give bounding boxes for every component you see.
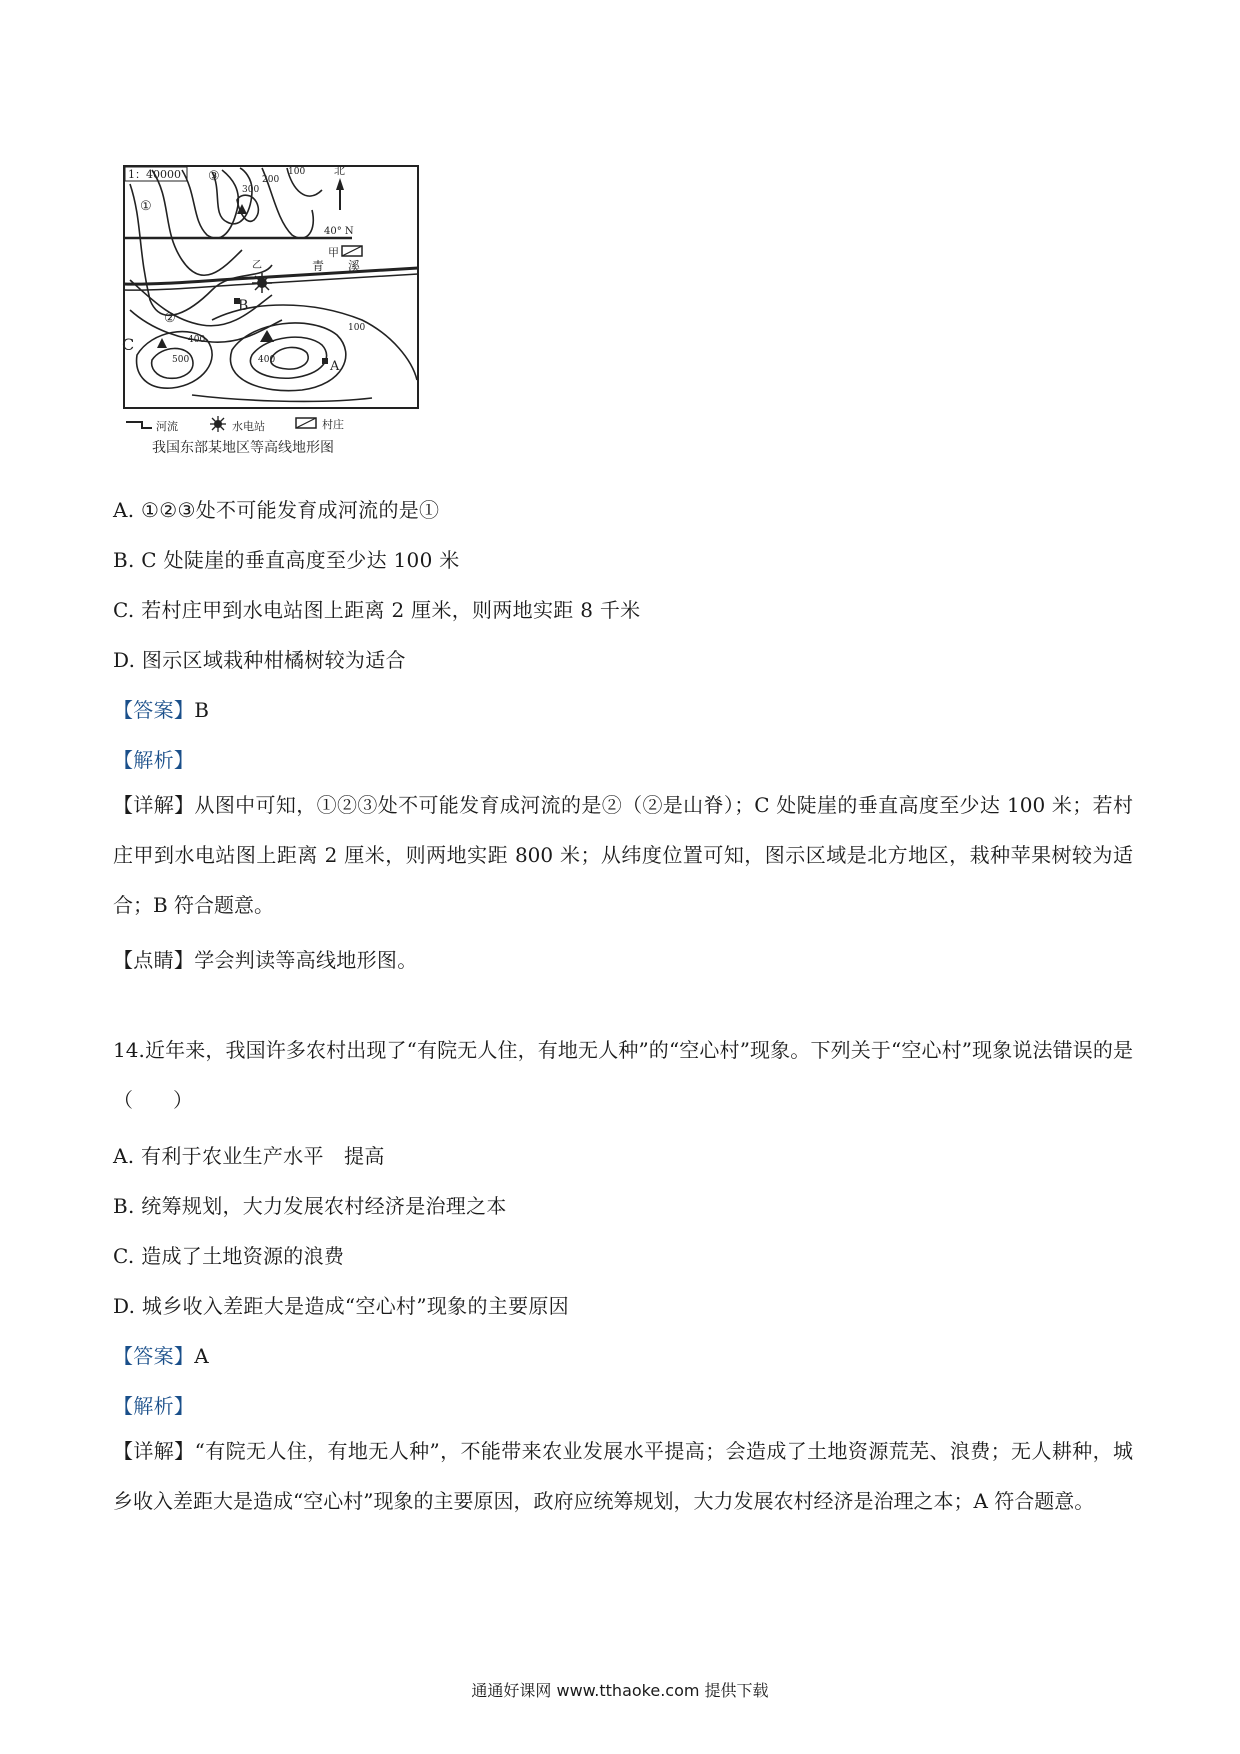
topographic-map-svg — [112, 160, 432, 460]
contour-label-100-right: 100 — [348, 323, 366, 333]
station-legend-icon — [210, 416, 226, 432]
q13-tip-label: 【点睛】 — [113, 948, 195, 972]
marker-1-label: ① — [140, 199, 152, 214]
village-label: 甲 — [328, 246, 339, 259]
q13-option-c: C. 若村庄甲到水电站图上距离 2 厘米，则两地实距 8 千米 — [113, 598, 641, 622]
q14-option-c: C. 造成了土地资源的浪费 — [113, 1244, 345, 1268]
q13-detail — [113, 780, 1133, 930]
point-c-label: C — [122, 335, 135, 354]
legend-station-label: 水电站 — [232, 420, 265, 433]
q14-detail-text: “有院无人住，有地无人种”，不能带来农业发展水平提高；会造成了土地资源荒芜、浪费；无人耕种，城乡收入差距大是造成“空心村”现象的主要原因，政府应统筹规划，大力发展农村经济是治理之本；A 符合题意。 — [113, 1439, 1134, 1513]
map-caption: 我国东部某地区等高线地形图 — [152, 440, 334, 456]
river-name-1: 青 — [312, 259, 325, 273]
map-legend — [126, 416, 344, 433]
marker-3-label: ③ — [208, 169, 220, 184]
contour-label-200: 200 — [262, 175, 280, 185]
q13-tip-text: 学会判读等高线地形图。 — [194, 948, 418, 972]
legend-river-label: 河流 — [156, 420, 178, 433]
north-label: 北 — [334, 164, 345, 177]
q14-detail — [113, 1426, 1133, 1526]
contour-lines — [130, 168, 417, 401]
q13-answer-label: 【答案】 — [113, 698, 195, 722]
q14-detail-label: 【详解】 — [113, 1439, 195, 1463]
q13-option-b: B. C 处陡崖的垂直高度至少达 100 米 — [113, 548, 460, 572]
contour-label-500: 500 — [172, 355, 190, 365]
contour-label-300: 300 — [242, 185, 260, 195]
contour-label-400-left: 400 — [188, 335, 206, 345]
latitude-label: 40° N — [324, 226, 354, 237]
point-yi-label: 乙 — [252, 260, 262, 271]
q13-analysis — [113, 744, 194, 773]
q14-answer-label: 【答案】 — [113, 1344, 195, 1368]
q13-analysis-label: 【解析】 — [113, 748, 195, 772]
point-b-label: B — [238, 298, 249, 314]
q14-analysis-label: 【解析】 — [113, 1394, 195, 1418]
topographic-map — [112, 160, 432, 460]
marker-2-label: ② — [164, 311, 176, 326]
river-legend-icon — [126, 422, 152, 428]
page-footer: 通通好课网 www.tthaoke.com 提供下载 — [471, 1681, 769, 1700]
q14-stem: 14.近年来，我国许多农村出现了“有院无人住，有地无人种”的“空心村”现象。下列关于“空心村”现象说法错误的是（ ） — [113, 1038, 1133, 1112]
peak-icon-center — [260, 330, 274, 342]
q13-answer — [113, 694, 209, 723]
hydro-station-icon — [252, 273, 272, 293]
point-a-label: A — [330, 359, 340, 374]
contour-label-400-center: 400 — [258, 355, 276, 365]
q14-option-b: B. 统筹规划，大力发展农村经济是治理之本 — [113, 1194, 507, 1218]
q13-option-a: A. ①②③处不可能发育成河流的是① — [113, 498, 440, 522]
q13-detail-label: 【详解】 — [113, 793, 195, 817]
q14-answer-value: A — [194, 1344, 209, 1368]
north-arrow-head-icon — [336, 178, 344, 190]
map-frame — [124, 166, 418, 408]
q14-answer — [113, 1340, 209, 1369]
q14-analysis — [113, 1390, 194, 1419]
q13-answer-value: B — [194, 698, 210, 722]
point-a-marker — [322, 358, 328, 364]
q13-tip — [113, 944, 418, 973]
scale-label: 1：40000 — [128, 168, 181, 181]
river-name-2: 溪 — [348, 259, 361, 273]
q13-option-d: D. 图示区域栽种柑橘树较为适合 — [113, 648, 406, 672]
contour-label-100-top: 100 — [288, 167, 306, 177]
legend-village-label: 村庄 — [322, 418, 344, 431]
peak-icon-west — [157, 338, 167, 348]
q13-detail-text: 从图中可知，①②③处不可能发育成河流的是②（②是山脊）；C 处陡崖的垂直高度至少达 100 米；若村庄甲到水电站图上距离 2 厘米，则两地实距 800 米；从纬度位置可知，图示区域是北方地区，栽种苹果树较为适合；B 符合题意。 — [113, 793, 1133, 917]
q14-option-d: D. 城乡收入差距大是造成“空心村”现象的主要原因 — [113, 1294, 569, 1318]
q14-option-a: A. 有利于农业生产水平 提高 — [113, 1144, 385, 1168]
